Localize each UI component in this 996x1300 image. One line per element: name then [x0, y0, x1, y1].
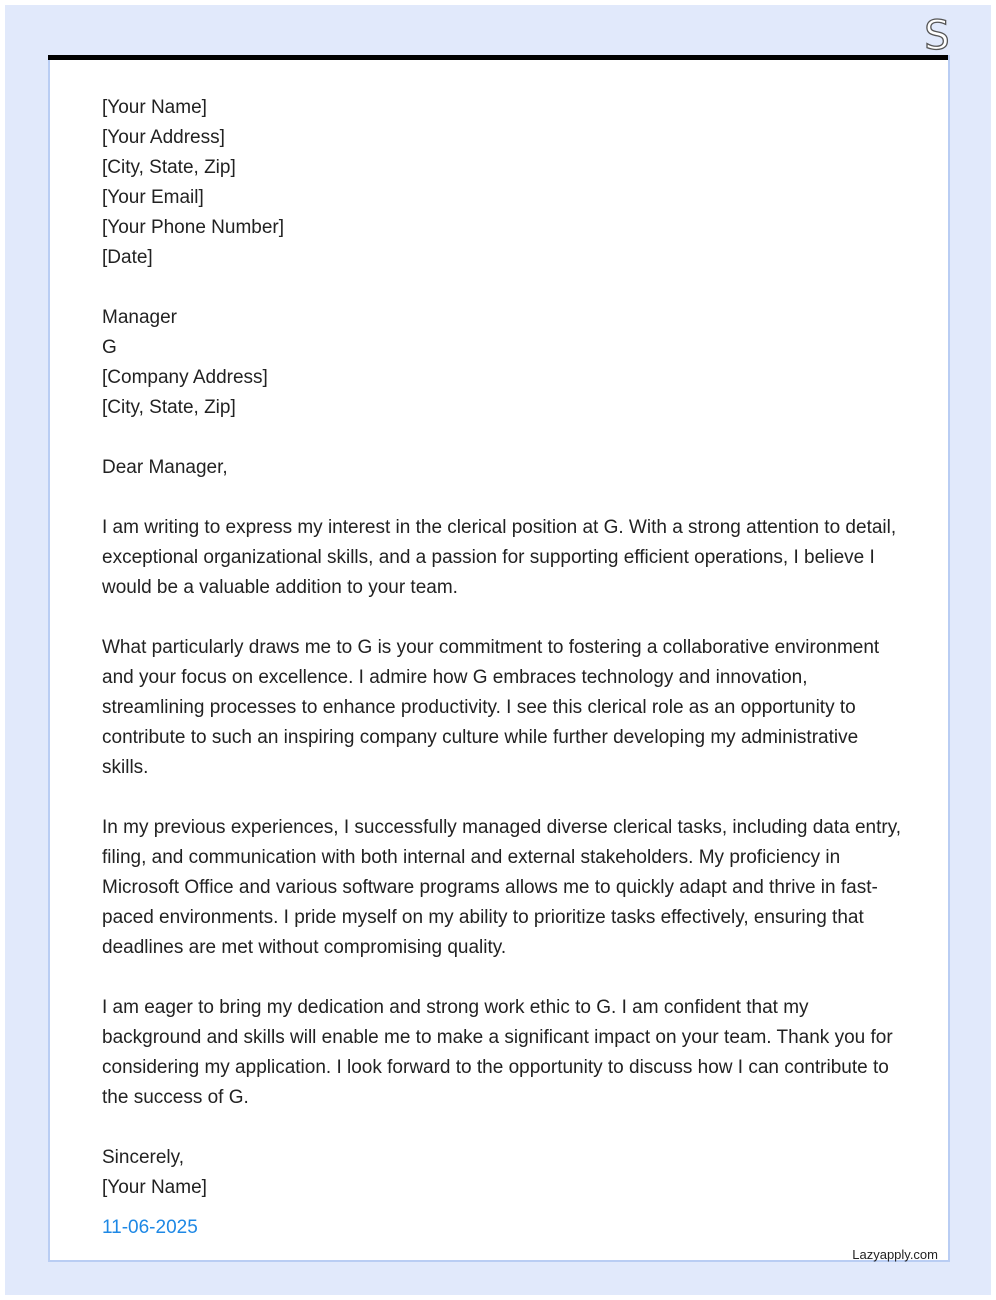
- sender-line: [Your Name]: [102, 97, 207, 118]
- letter-date: 11-06-2025: [102, 1217, 198, 1238]
- sender-line: [Your Address]: [102, 127, 225, 148]
- paragraph: What particularly draws me to G is your commitment to fostering a collaborative environment and your focus on excellence. I admire how G embraces technology and innovation, streamlining processes to enhance productivity. I see this clerical role as an opportunity to contribute to such an inspiring company culture while further developing my administrative skills.: [102, 637, 880, 778]
- recipient-block: [102, 303, 902, 423]
- salutation: Dear Manager,: [102, 457, 228, 478]
- sender-line: [Date]: [102, 247, 153, 268]
- sender-line: [City, State, Zip]: [102, 157, 236, 178]
- sender-block: [102, 93, 902, 273]
- recipient-line: Manager: [102, 307, 177, 328]
- top-rule: [48, 55, 948, 60]
- logo-s-icon: [922, 14, 952, 54]
- footer-brand: Lazyapply.com: [852, 1247, 938, 1262]
- recipient-line: [City, State, Zip]: [102, 397, 236, 418]
- paragraph: I am eager to bring my dedication and strong work ethic to G. I am confident that my background and skills will enable me to make a significant impact on your team. Thank you for considering my application. I look forward to the opportunity to discuss how I can contribute to the success of G.: [102, 997, 893, 1108]
- paragraph: I am writing to express my interest in the clerical position at G. With a strong attention to detail, exceptional organizational skills, and a passion for supporting efficient operations, I believe I would be a valuable addition to your team.: [102, 517, 897, 598]
- recipient-line: G: [102, 337, 117, 358]
- sender-line: [Your Phone Number]: [102, 217, 285, 238]
- paragraph: In my previous experiences, I successfully managed diverse clerical tasks, including data entry, filing, and communication with both internal and external stakeholders. My proficiency in Microsoft Office and various software programs allows me to quickly adapt and thrive in fast-paced environments. I pride myself on my ability to prioritize tasks effectively, ensuring that deadlines are met without compromising quality.: [102, 817, 902, 958]
- sender-line: [Your Email]: [102, 187, 204, 208]
- closing-line: Sincerely,: [102, 1147, 185, 1168]
- recipient-line: [Company Address]: [102, 367, 268, 388]
- signature-name: [Your Name]: [102, 1177, 207, 1198]
- closing-block: [102, 1143, 902, 1203]
- letter-card: [48, 55, 950, 1262]
- svg-text:S: S: [924, 14, 950, 54]
- letter-body: [102, 93, 902, 1243]
